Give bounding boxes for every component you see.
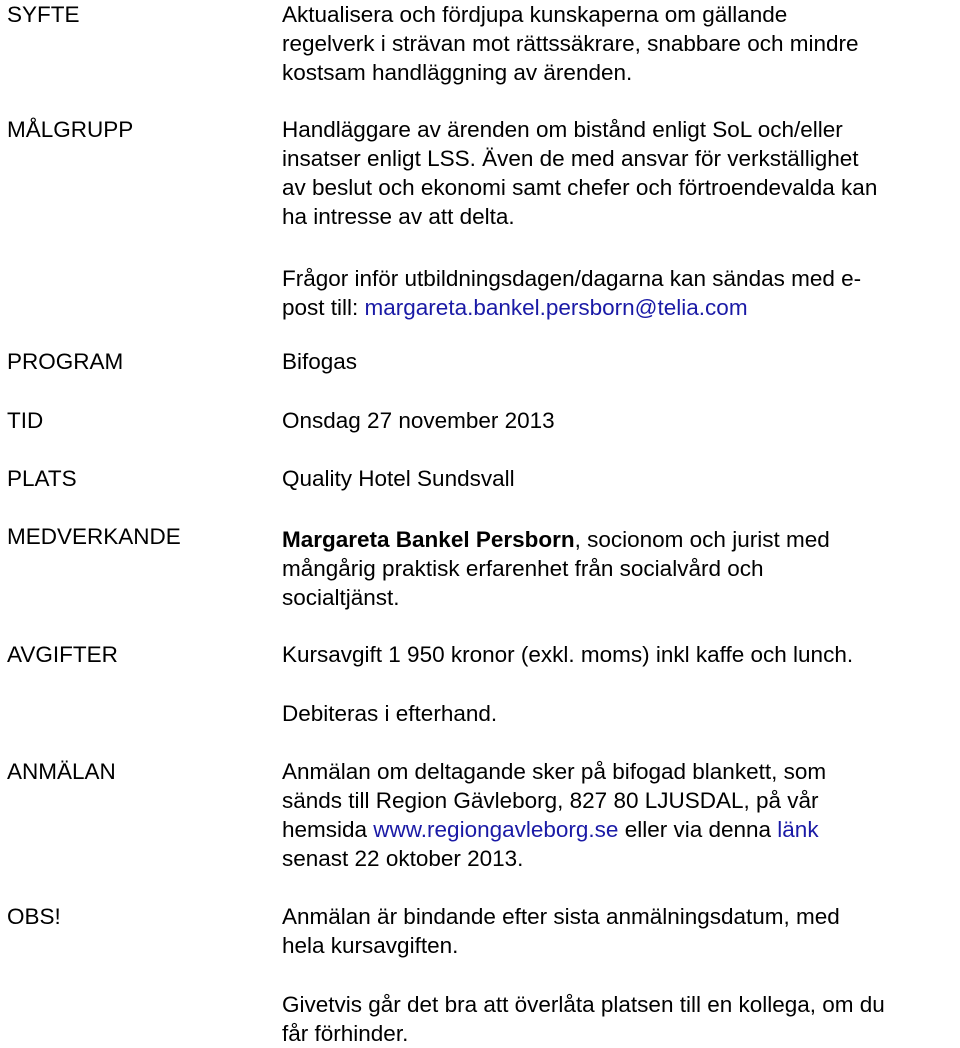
website-link[interactable]: www.regiongavleborg.se (373, 817, 619, 842)
avgifter-fee: Kursavgift 1 950 kronor (exkl. moms) inkl kaffe och lunch. (282, 642, 854, 667)
syfte-line: regelverk i strävan mot rättssäkrare, snabbare och mindre (282, 31, 859, 56)
presenter-name: Margareta Bankel Persborn (282, 527, 575, 552)
obs-note (282, 990, 960, 1048)
syfte-line: Aktualisera och fördjupa kunskaperna om gällande (282, 2, 788, 27)
malgrupp-questions (282, 264, 960, 322)
tid-value: Onsdag 27 november 2013 (282, 408, 555, 433)
anmalan-line (282, 815, 960, 844)
malgrupp-line: ha intresse av att delta. (282, 204, 515, 229)
malgrupp-text (282, 115, 960, 231)
malgrupp-line: Handläggare av ärenden om bistånd enligt SoL och/eller (282, 117, 843, 142)
anmalan-text (282, 757, 960, 873)
malgrupp-line: av beslut och ekonomi samt chefer och förtroendevalda kan (282, 175, 878, 200)
medverkande-line: mångårig praktisk erfarenhet från socialvård och (282, 556, 764, 581)
syfte-label: SYFTE (7, 2, 80, 27)
obs-line: får förhinder. (282, 1021, 409, 1046)
malgrupp-line: insatser enligt LSS. Även de med ansvar för verkställighet (282, 146, 859, 171)
anmalan-prefix: hemsida (282, 817, 374, 842)
questions-line: Frågor inför utbildningsdagen/dagarna kan sändas med e- (282, 266, 862, 291)
syfte-line: kostsam handläggning av ärenden. (282, 60, 633, 85)
medverkande-line: socialtjänst. (282, 585, 400, 610)
medverkande-text (282, 525, 960, 612)
anmalan-label: ANMÄLAN (7, 759, 116, 784)
syfte-text (282, 0, 960, 87)
obs-label: OBS! (7, 904, 61, 929)
obs-line: hela kursavgiften. (282, 933, 459, 958)
medverkande-label: MEDVERKANDE (7, 524, 181, 549)
tid-label: TID (7, 408, 44, 433)
anmalan-line: sänds till Region Gävleborg, 827 80 LJUSDAL, på vår (282, 788, 819, 813)
anmalan-line: senast 22 oktober 2013. (282, 846, 524, 871)
plats-value: Quality Hotel Sundsvall (282, 466, 515, 491)
questions-line (282, 293, 960, 322)
anmalan-line: Anmälan om deltagande sker på bifogad blankett, som (282, 759, 827, 784)
avgifter-billing: Debiteras i efterhand. (282, 701, 498, 726)
malgrupp-label: MÅLGRUPP (7, 117, 134, 142)
program-value: Bifogas (282, 349, 358, 374)
program-label: PROGRAM (7, 349, 124, 374)
avgifter-label: AVGIFTER (7, 642, 118, 667)
obs-line: Anmälan är bindande efter sista anmälningsdatum, med (282, 904, 840, 929)
obs-line: Givetvis går det bra att överlåta platsen till en kollega, om du (282, 992, 885, 1017)
registration-link[interactable]: länk (777, 817, 819, 842)
email-link[interactable]: margareta.bankel.persborn@telia.com (364, 295, 748, 320)
presenter-desc: , socionom och jurist med (574, 527, 830, 552)
obs-text (282, 902, 960, 960)
questions-prefix: post till: (282, 295, 365, 320)
anmalan-middle: eller via denna (618, 817, 778, 842)
plats-label: PLATS (7, 466, 77, 491)
medverkande-line (282, 525, 960, 554)
